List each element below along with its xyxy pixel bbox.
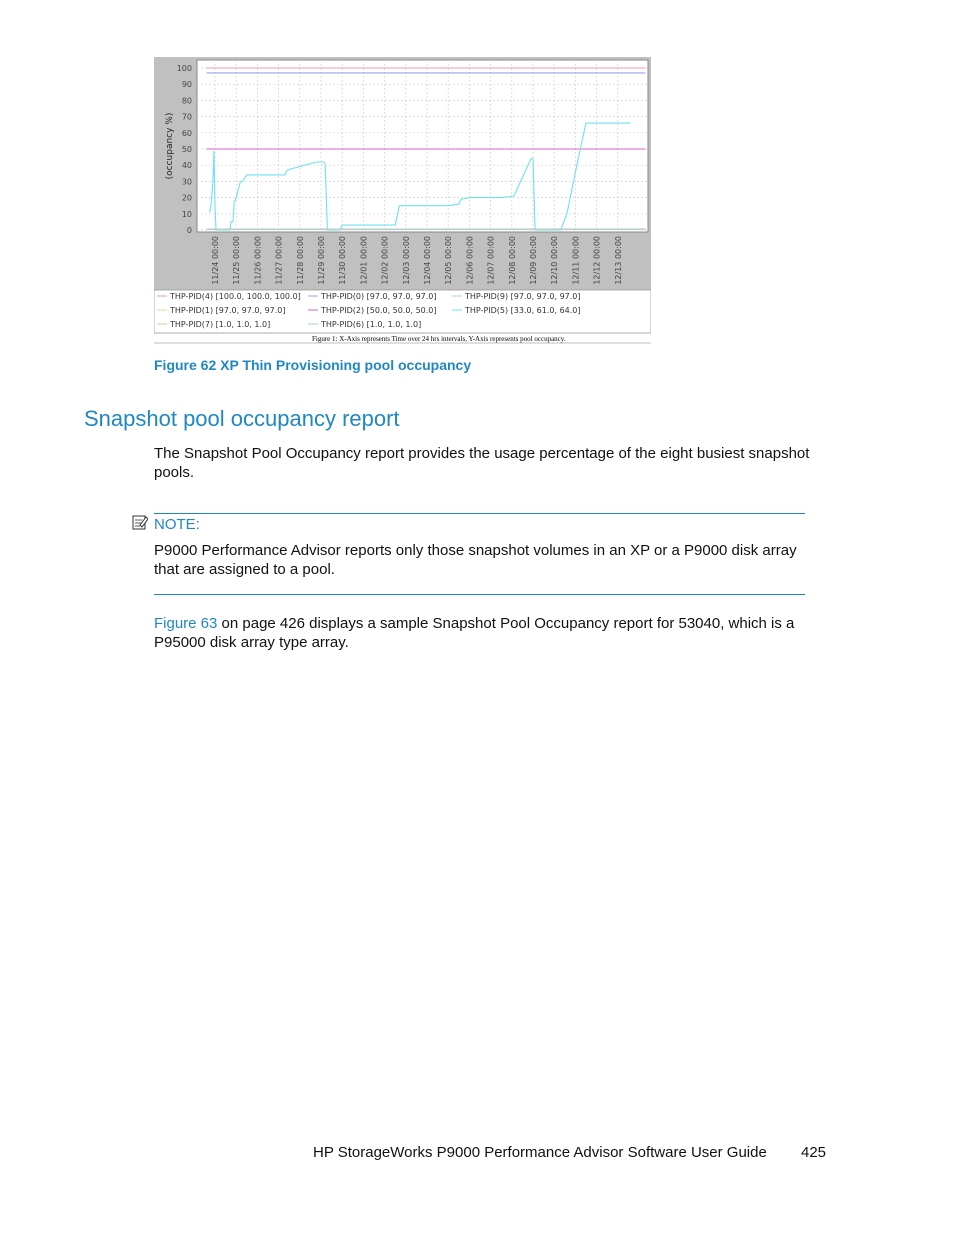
y-tick-label: 70 bbox=[181, 112, 192, 122]
y-axis-label: (occupancy %) bbox=[165, 112, 175, 180]
x-tick-label: 11/28 00:00 bbox=[295, 236, 305, 285]
legend-entry: THP-PID(5) [33.0, 61.0, 64.0] bbox=[465, 306, 581, 315]
x-tick-label: 12/13 00:00 bbox=[613, 236, 623, 285]
figure-63-link[interactable]: Figure 63 bbox=[154, 615, 218, 632]
x-tick-label: 12/07 00:00 bbox=[486, 236, 496, 285]
x-tick-label: 12/05 00:00 bbox=[444, 236, 454, 285]
x-tick-label: 12/02 00:00 bbox=[380, 236, 390, 285]
x-tick-label: 11/25 00:00 bbox=[232, 236, 242, 285]
y-tick-label: 60 bbox=[181, 128, 192, 138]
x-tick-label: 12/09 00:00 bbox=[529, 236, 538, 285]
legend-entry: THP-PID(1) [97.0, 97.0, 97.0] bbox=[170, 306, 286, 315]
footer-title: HP StorageWorks P9000 Performance Advisor Software User Guide bbox=[313, 1144, 767, 1161]
x-tick-label: 11/27 00:00 bbox=[274, 236, 284, 285]
x-tick-label: 12/10 00:00 bbox=[550, 236, 560, 285]
x-tick-label: 11/30 00:00 bbox=[338, 236, 348, 285]
x-tick-label: 12/03 00:00 bbox=[401, 236, 411, 285]
y-tick-label: 10 bbox=[181, 209, 192, 219]
y-tick-label: 90 bbox=[181, 80, 192, 90]
legend-entry: THP-PID(9) [97.0, 97.0, 97.0] bbox=[465, 292, 581, 301]
page-number: 425 bbox=[801, 1144, 827, 1161]
note-pencil-icon bbox=[132, 514, 148, 530]
note-label: NOTE: bbox=[154, 516, 200, 533]
section-title: Snapshot pool occupancy report bbox=[84, 406, 400, 431]
legend-entry: THP-PID(7) [1.0, 1.0, 1.0] bbox=[170, 320, 271, 329]
x-tick-label: 11/24 00:00 bbox=[211, 236, 220, 285]
note-text: P9000 Performance Advisor reports only those snapshot volumes in an XP or a P9000 disk array that are assigned to a pool. bbox=[154, 542, 797, 578]
legend-entry: THP-PID(4) [100.0, 100.0, 100.0] bbox=[170, 292, 301, 301]
x-tick-label: 12/01 00:00 bbox=[359, 236, 369, 285]
note-top-rule bbox=[154, 513, 805, 514]
intro-paragraph: The Snapshot Pool Occupancy report provides the usage percentage of the eight busiest snapshot pools. bbox=[154, 445, 810, 481]
reference-paragraph bbox=[154, 614, 819, 652]
reference-text: on page 426 displays a sample Snapshot Pool Occupancy report for 53040, which is a P95000 disk array type array. bbox=[154, 615, 795, 651]
x-tick-label: 12/06 00:00 bbox=[465, 236, 475, 285]
x-tick-label: 12/04 00:00 bbox=[423, 236, 432, 285]
x-tick-label: 12/12 00:00 bbox=[592, 236, 602, 285]
y-tick-label: 80 bbox=[181, 96, 192, 106]
x-tick-label: 12/08 00:00 bbox=[507, 236, 517, 285]
y-tick-label: 20 bbox=[181, 193, 192, 203]
y-tick-label: 40 bbox=[181, 161, 192, 171]
figure-note: Figure 1: X-Axis represents Time over 24 hrs intervals, Y-Axis represents pool occupancy. bbox=[312, 335, 566, 343]
figure-caption: Figure 62 XP Thin Provisioning pool occupancy bbox=[154, 357, 472, 373]
y-tick-label: 30 bbox=[181, 177, 192, 187]
x-tick-label: 11/26 00:00 bbox=[253, 236, 263, 285]
occupancy-chart bbox=[154, 57, 651, 344]
y-tick-label: 50 bbox=[181, 145, 192, 154]
chart-svg bbox=[154, 57, 651, 344]
x-tick-label: 12/11 00:00 bbox=[571, 236, 581, 285]
legend-entry: THP-PID(0) [97.0, 97.0, 97.0] bbox=[321, 292, 437, 301]
x-tick-label: 11/29 00:00 bbox=[317, 236, 326, 285]
y-tick-label: 100 bbox=[176, 64, 192, 73]
legend-entry: THP-PID(2) [50.0, 50.0, 50.0] bbox=[321, 306, 437, 315]
y-tick-label: 0 bbox=[186, 226, 192, 235]
legend-entry: THP-PID(6) [1.0, 1.0, 1.0] bbox=[321, 320, 422, 329]
note-bottom-rule bbox=[154, 594, 805, 595]
